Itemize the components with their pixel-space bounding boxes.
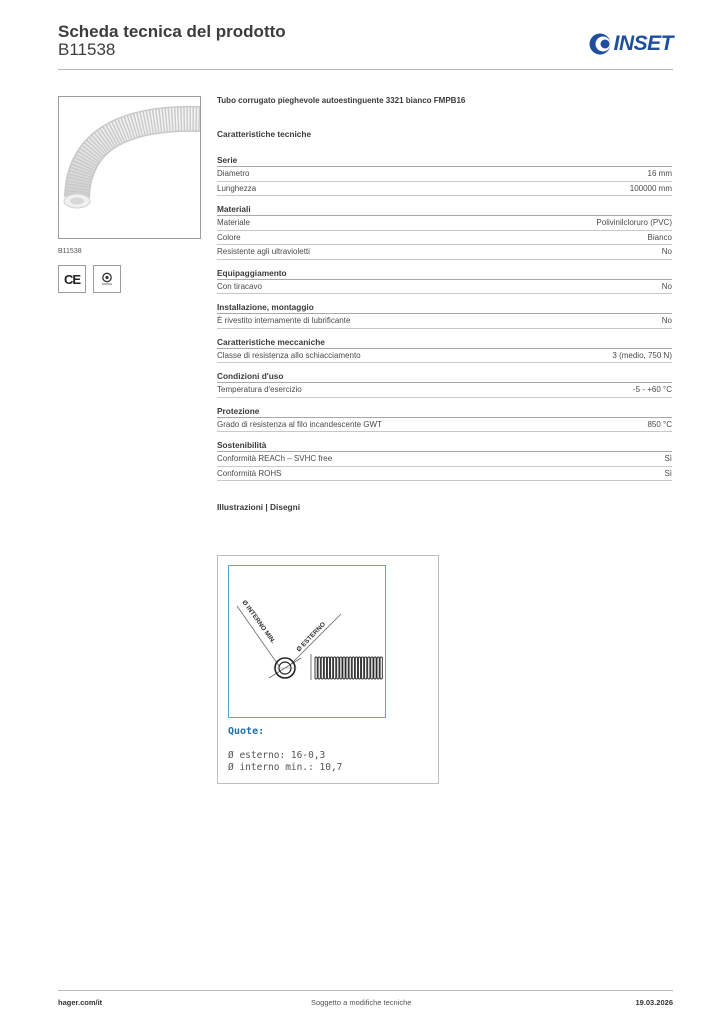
spec-row: [217, 418, 672, 433]
outer-diameter-label: Ø ESTERNO: [295, 620, 328, 654]
tube-rib: [377, 657, 379, 679]
corrugated-tube-image: [59, 97, 200, 238]
page-header: [58, 20, 673, 70]
product-code: B11538: [58, 40, 116, 59]
spec-label: Temperatura d'esercizio: [217, 385, 302, 394]
spec-value: No: [661, 247, 672, 256]
imq-mark-icon: [93, 265, 121, 293]
tube-rib: [334, 657, 336, 679]
tube-rib: [327, 657, 329, 679]
spec-label: Con tiracavo: [217, 281, 262, 291]
tube-rib: [362, 657, 364, 679]
spec-value: 850 °C: [647, 419, 672, 429]
spec-value: -5 - +60 °C: [633, 385, 672, 394]
spec-row: [217, 167, 672, 182]
tube-rib: [380, 657, 382, 679]
section-title: Condizioni d'uso: [217, 371, 672, 383]
logo-text: INSET: [613, 32, 673, 55]
spec-label: Colore: [217, 232, 241, 242]
spec-row: [217, 182, 672, 197]
tube-rib: [346, 657, 348, 679]
tube-rib: [371, 657, 373, 679]
spec-value: No: [661, 281, 672, 291]
spec-section: [217, 337, 672, 364]
spec-row: [217, 383, 672, 398]
imq-logo-icon: [99, 271, 115, 287]
page-footer: [58, 990, 673, 1014]
section-title: Caratteristiche meccaniche: [217, 337, 672, 349]
inner-diameter-label: Ø INTERNO MIN.: [240, 599, 277, 645]
spec-label: È rivestito internamente di lubrificante: [217, 316, 351, 325]
ce-mark-icon: [58, 265, 86, 293]
spec-row: [217, 467, 672, 482]
spec-row: [217, 216, 672, 231]
spec-value: No: [661, 316, 672, 325]
spec-label: Classe di resistenza allo schiacciamento: [217, 350, 361, 360]
spec-value: 100000 mm: [629, 183, 672, 193]
tube-rib: [321, 657, 323, 679]
tube-rib: [352, 657, 354, 679]
quote-inner: Ø interno min.: 10,7: [228, 762, 343, 773]
section-title: Serie: [217, 155, 672, 167]
section-title: Equipaggiamento: [217, 268, 672, 280]
spec-label: Conformità REACh – SVHC free: [217, 454, 333, 463]
tube-rib: [324, 657, 326, 679]
product-name: Tubo corrugato pieghevole autoestinguente 3321 bianco FMPB16: [217, 96, 466, 105]
drawing-frame: [228, 565, 386, 718]
product-details: [217, 96, 672, 512]
spec-label: Conformità ROHS: [217, 468, 282, 478]
spec-row: [217, 349, 672, 364]
illustrations-heading: Illustrazioni | Disegni: [217, 502, 300, 512]
spec-row: [217, 314, 672, 329]
spec-section: [217, 440, 672, 481]
spec-label: Grado di resistenza al filo incandescente GWT: [217, 419, 382, 429]
spec-section: [217, 204, 672, 260]
spec-value: 3 (medio, 750 N): [612, 350, 672, 360]
tube-rib: [368, 657, 370, 679]
tube-rib: [365, 657, 367, 679]
product-media: [58, 96, 201, 293]
section-title: Installazione, montaggio: [217, 302, 672, 314]
tube-rib: [331, 657, 333, 679]
tube-rib: [355, 657, 357, 679]
tube-rib: [343, 657, 345, 679]
tech-heading: Caratteristiche tecniche: [217, 129, 312, 139]
tube-side-view: [315, 657, 382, 679]
spec-section: [217, 406, 672, 433]
image-caption: B11538: [58, 248, 82, 255]
tube-rib: [337, 657, 339, 679]
spec-value: Polivinilcloruro (PVC): [596, 218, 672, 227]
section-title: Sostenibilità: [217, 440, 672, 452]
spec-sections: [217, 155, 672, 481]
technical-drawing: [217, 555, 439, 784]
section-title: Protezione: [217, 406, 672, 418]
quote-outer: Ø esterno: 16-0,3: [228, 750, 326, 761]
tube-rib: [349, 657, 351, 679]
spec-row: [217, 452, 672, 467]
tube-dimension-diagram: [229, 566, 384, 716]
tube-rib: [315, 657, 317, 679]
spec-label: Materiale: [217, 218, 250, 227]
spec-row: [217, 231, 672, 246]
spec-value: Bianco: [647, 232, 672, 242]
spec-row: [217, 280, 672, 295]
logo-disc-icon: [589, 33, 611, 55]
product-image: [58, 96, 201, 239]
spec-value: Sì: [664, 468, 672, 478]
certifications: [58, 265, 201, 293]
spec-value: 16 mm: [647, 169, 672, 178]
spec-section: [217, 371, 672, 398]
spec-section: [217, 155, 672, 196]
page-title: Scheda tecnica del prodotto: [58, 22, 286, 41]
footer-website[interactable]: hager.com/it: [58, 998, 103, 1007]
tube-rib: [374, 657, 376, 679]
spec-row: [217, 245, 672, 260]
section-title: Materiali: [217, 204, 672, 216]
ce-mark-label: CE: [63, 271, 81, 287]
tube-rib: [318, 657, 320, 679]
quote-title: Quote:: [228, 726, 265, 737]
spec-section: [217, 302, 672, 329]
footer-date: 19.03.2026: [635, 998, 673, 1007]
tube-rib: [358, 657, 360, 679]
spec-label: Diametro: [217, 169, 250, 178]
spec-label: Resistente agli ultravioletti: [217, 247, 310, 256]
spec-section: [217, 268, 672, 295]
spec-value: Sì: [664, 454, 672, 463]
spec-label: Lunghezza: [217, 183, 257, 193]
brand-logo: [589, 32, 673, 56]
footer-note: Soggetto a modifiche tecniche: [311, 998, 412, 1007]
tube-rib: [340, 657, 342, 679]
